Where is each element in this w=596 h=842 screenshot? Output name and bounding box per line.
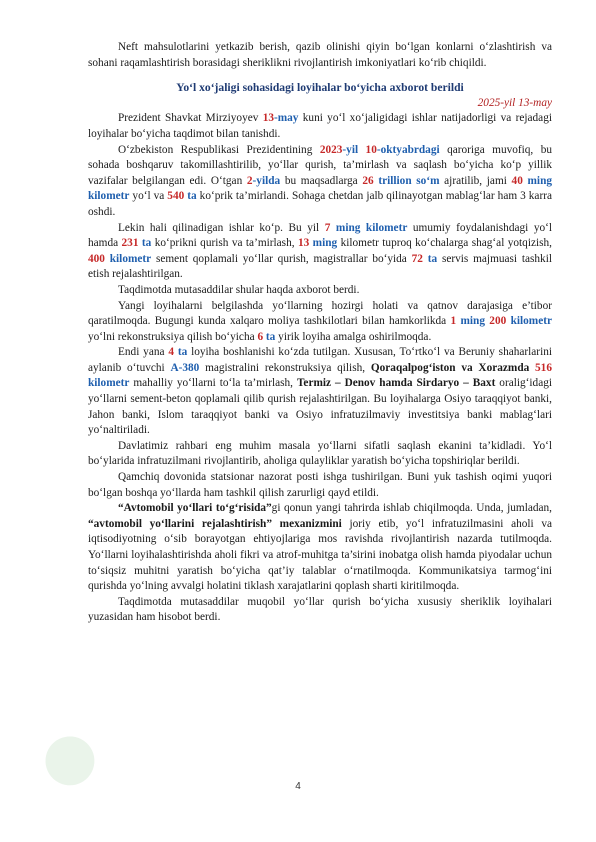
number: 1 [450,315,457,328]
km-unit: ming kilometr [330,221,408,234]
paragraph-law [88,501,552,595]
paragraph-control-post: Qamchiq dovonida statsionar nazorat posti ishga tushirilgan. Buni yuk tashish oqimi yuqori bo‘lgan boshqa yo‘llarda ham tashkil qilish zarurligi qayd etildi. [88,471,552,499]
years-number: 2 [246,174,253,187]
text: kilometr tuproq ko‘chalarga shag‘al yotqizish, [337,237,552,250]
page-number: 4 [295,781,301,792]
year-number: 2023 [319,143,343,156]
text: qaroriga muvofiq, bu sohada boshqaruv takomillashtirilib, yo‘llar qurish, ta’mirlash va saqlash bo‘yicha ko‘p yillik vazifalar belgilangan edi. O‘tgan [88,143,552,187]
text: yirik loyiha amalga oshirilmoqda. [275,330,432,343]
paragraph-presentation [88,111,552,142]
service-unit: ta [422,252,438,265]
text: Prezident Shavkat Mirziyoyev [118,112,263,125]
cement-unit: kilometr [104,252,152,265]
bold-mechanism: “avtomobil yo‘llarini rejalashtirish” mexanizmini [88,517,342,530]
date-month: -may [273,112,299,125]
text: yo‘lni rekonstruksiya qilish bo‘yicha [88,330,258,343]
article-date: 2025-yil 13-may [477,96,552,109]
text: magistralini rekonstruksiya qilish, [199,361,371,374]
paragraph-report: Taqdimotda mutasaddilar muqobil yo‘llar qurish bo‘yicha xususiy sheriklik loyihalari yuzasidan ham hisobot berdi. [88,595,552,624]
km-number: 7 [324,221,331,234]
unit: ta [263,330,276,343]
text: bu maqsadlarga [280,174,363,187]
text: O‘zbekiston Respublikasi Prezidentining [118,143,320,156]
bold-route: Termiz – Denov hamda Sirdaryo – Baxt [296,377,496,390]
article-title: Yo‘l xo‘jaligi sohasidagi loyihalar bo‘yicha axborot berildi [176,81,464,95]
bridge-unit: ta [184,190,197,203]
text: oralig‘idagi yo‘llarni sement-beton qoplamali qilib qurish rejalashtirilgan. Bu loyihalarga Osiyo taraqqiyot banki, Jahon banki, Islom taraqqiyot banki va Osiyo infratuzilmaviy investitsiya banki mablag‘lari yo‘naltiriladi. [88,377,552,437]
text: mahalliy yo‘llarni to‘la ta’mirlash, [129,377,297,390]
unit: kilometr [506,315,552,328]
money-unit: trillion so‘m [373,174,440,187]
service-number: 72 [411,252,423,265]
watermark-left: ● [20,710,115,803]
thousand-number: 13 [297,237,310,250]
unit: kilometr [88,377,130,390]
text: gi qonun yangi tahrirda ishlab chiqilmoqda. Unda, jumladan, [271,502,552,515]
text: sement qoplamali yo‘llar qurish, magistrallar bo‘yida [151,252,412,265]
text: Lekin hali qilinadigan ishlar ko‘p. Bu yil [118,221,325,234]
thousand-unit: ming [309,237,338,250]
bridge-number: 540 [167,190,185,203]
text: Endi yana [118,346,169,359]
paragraph-maintenance: Davlatimiz rahbari eng muhim masala yo‘llarni sifatli saqlash ekanini ta’kidladi. Yo‘l bo‘ylarida infratuzilmani rivojlantirib, aholiga qulayliklar yaratish bo‘yicha topshiriqlar berildi. [88,439,552,468]
cement-number: 400 [88,252,105,265]
year-suffix: -yil [342,143,366,156]
text: ko‘prikni qurish va ta’mirlash, [151,237,298,250]
highway-code: A-380 [170,361,200,374]
number: 200 [484,315,507,328]
number: 4 [168,346,174,359]
paragraph-new-projects [88,299,552,346]
text: yo‘l va [129,190,168,203]
km-number: 40 [511,174,523,187]
paragraph-decree [88,143,552,221]
unit: ming [456,315,485,328]
text: servis majmuasi tashkil etish rejalashtirilgan. [88,252,552,281]
money-number: 26 [362,174,374,187]
paragraph-four-projects [88,345,552,439]
paragraph-info: Taqdimotda mutasaddilar shular haqda axborot berdi. [118,283,360,296]
text: Yangi loyihalarni belgilashda yo‘llarning hozirgi holati va qatnov darajasiga e’tibor qaratilmoqda. Bugungi kunda xalqaro moliya tashkilotlari bilan hamkorlikda [88,299,552,328]
number: 6 [257,330,264,343]
day-number: 10 [365,143,377,156]
km-unit: ming kilometr [88,174,552,203]
date-number: 13 [262,112,274,125]
bridge-number: 231 [121,237,139,250]
text: kuni yo‘l xo‘jaligidagi ishlar natijadorligi va rejadagi loyihalar bo‘yicha taqdimot bilan tanishdi. [88,112,552,140]
text: umumiy foydalanishdagi yo‘l hamda [88,221,553,250]
text: ajratilib, jami [439,174,512,187]
text: joriy etib, yo‘l infratuzilmasini aholi va iqtisodiyotning o‘sib borayotgan ehtiyojlariga mos ravishda rivojlantirish nazarda tutilmoqda. Yo‘llarni loyihalashtirishda aholi fikri va atrof-muhitga ta’sirini inobatga olish hamda piyodalar uchun to‘siqsiz muhitni yaratish bo‘yicha qat’iy talablar o‘rnatilmoqda. Kommunikatsiya tarmog‘ini qurishda yo‘lning avvalgi holatini tiklash xarajatlarini qoplash sharti kiritilmoqda. [88,517,552,593]
paragraph-plans [88,221,552,283]
text: loyiha boshlanishi ko‘zda tutilgan. Xususan, To‘rtko‘l va Beruniy shaharlarini aylanib o‘tuvchi [88,346,552,374]
text: ko‘prik ta’mirlandi. Sohaga chetdan jalb qilinayotgan mablag‘lar ham 3 karra oshdi. [88,190,552,218]
document-body [88,40,552,626]
paragraph-intro: Neft mahsulotlarini yetkazib berish, qazib olinishi qiyin bo‘lgan konlarni o‘zlashtirish va sohani raqamlashtirish borasidagi sheriklikni rivojlantirish imkoniyatlari ko‘rib chiqildi. [88,41,552,69]
unit: ta [173,346,188,359]
bold-law-title: “Avtomobil yo‘llari to‘g‘risida” [118,502,272,515]
years-suffix: -yilda [252,174,281,187]
month-text: -oktyabrdagi [376,143,440,156]
bridge-unit: ta [138,237,152,250]
number: 516 [535,361,552,374]
bold-region: Qoraqalpog‘iston va Xorazmda [370,361,536,374]
